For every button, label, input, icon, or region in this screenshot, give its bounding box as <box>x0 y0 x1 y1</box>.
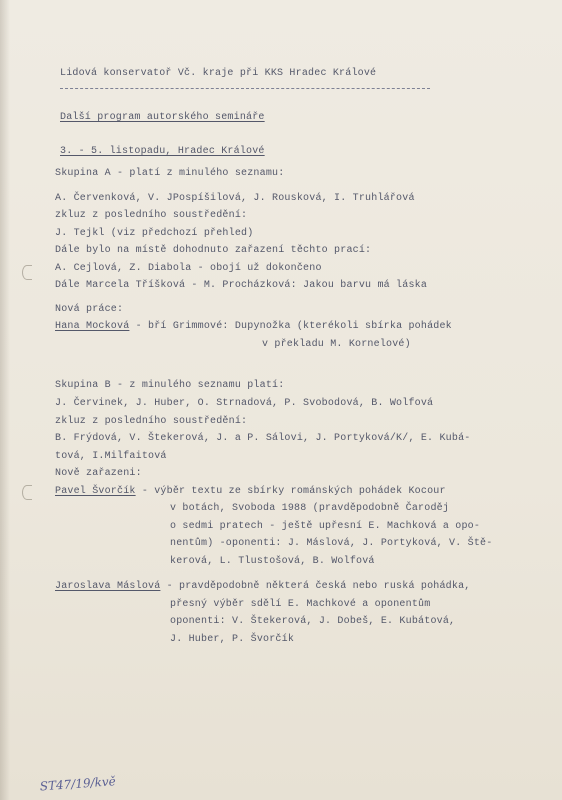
group-b-line: B. Frýdová, V. Štekerová, J. a P. Sálovi, J. Portyková/K/, E. Kubá- <box>55 433 471 444</box>
group-a-line: v překladu M. Kornelové) <box>262 339 411 350</box>
group-a-line: Dále bylo na místě dohodnuto zařazení těchto prací: <box>55 245 372 256</box>
group-b-line: v botách, Svoboda 1988 (pravděpodobně Čaroděj <box>170 503 450 514</box>
author-name: Hana Mocková <box>55 321 130 332</box>
separator-line <box>60 88 430 89</box>
group-a-line: A. Červenková, V. JPospíšilová, J. Rousková, I. Truhlářová <box>55 193 415 204</box>
group-b-entry: Jaroslava Máslová - pravděpodobně některá česká nebo ruská pohádka, <box>55 581 471 592</box>
author-name: Jaroslava Máslová <box>55 581 161 592</box>
group-a-line: Dále Marcela Tříšková - M. Procházková: Jakou barvu má láska <box>55 280 428 291</box>
date-place: 3. - 5. listopadu, Hradec Králové <box>60 146 265 157</box>
group-b-line: přesný výběr sdělí E. Machkové a oponentům <box>170 599 431 610</box>
scan-edge-shadow <box>0 0 10 800</box>
group-b-entry: Pavel Švorčík - výběr textu ze sbírky románských pohádek Kocour <box>55 486 446 497</box>
group-a-line: zkluz z posledního soustředění: <box>55 210 248 221</box>
group-a-title: Skupina A - platí z minulého seznamu: <box>55 168 285 179</box>
group-b-line: oponenti: V. Štekerová, J. Dobeš, E. Kubátová, <box>170 616 456 627</box>
author-name: Pavel Švorčík <box>55 486 136 497</box>
handwritten-archive-note: ST47/19/kvě <box>39 774 117 794</box>
group-b-line: J. Červinek, J. Huber, O. Strnadová, P. Svobodová, B. Wolfová <box>55 398 434 409</box>
group-b-line: J. Huber, P. Švorčík <box>170 634 295 645</box>
group-a-line: J. Tejkl (viz předchozí přehled) <box>55 228 254 239</box>
group-b-line: tová, I.Milfaitová <box>55 451 167 462</box>
group-b-title: Skupina B - z minulého seznamu platí: <box>55 380 285 391</box>
group-b-line: Nově zařazeni: <box>55 468 142 479</box>
group-b-line: o sedmi pratech - ještě upřesní E. Machková a opo- <box>170 521 481 532</box>
group-b-line: zkluz z posledního soustředění: <box>55 416 248 427</box>
group-a-entry: Hana Mocková - bří Grimmové: Dupynožka (kterékoli sbírka pohádek <box>55 321 452 332</box>
group-b-line: nentům) -oponenti: J. Máslová, J. Portyková, V. Ště- <box>170 538 493 549</box>
seminar-subtitle: Další program autorského semináře <box>60 112 265 123</box>
punch-hole <box>22 265 32 280</box>
punch-hole <box>22 485 32 500</box>
group-a-line: Nová práce: <box>55 304 124 315</box>
group-a-line: A. Cejlová, Z. Diabola - obojí už dokončeno <box>55 263 322 274</box>
group-b-line: kerová, L. Tlustošová, B. Wolfová <box>170 556 375 567</box>
institution-header: Lidová konservatoř Vč. kraje při KKS Hradec Králové <box>60 68 377 79</box>
